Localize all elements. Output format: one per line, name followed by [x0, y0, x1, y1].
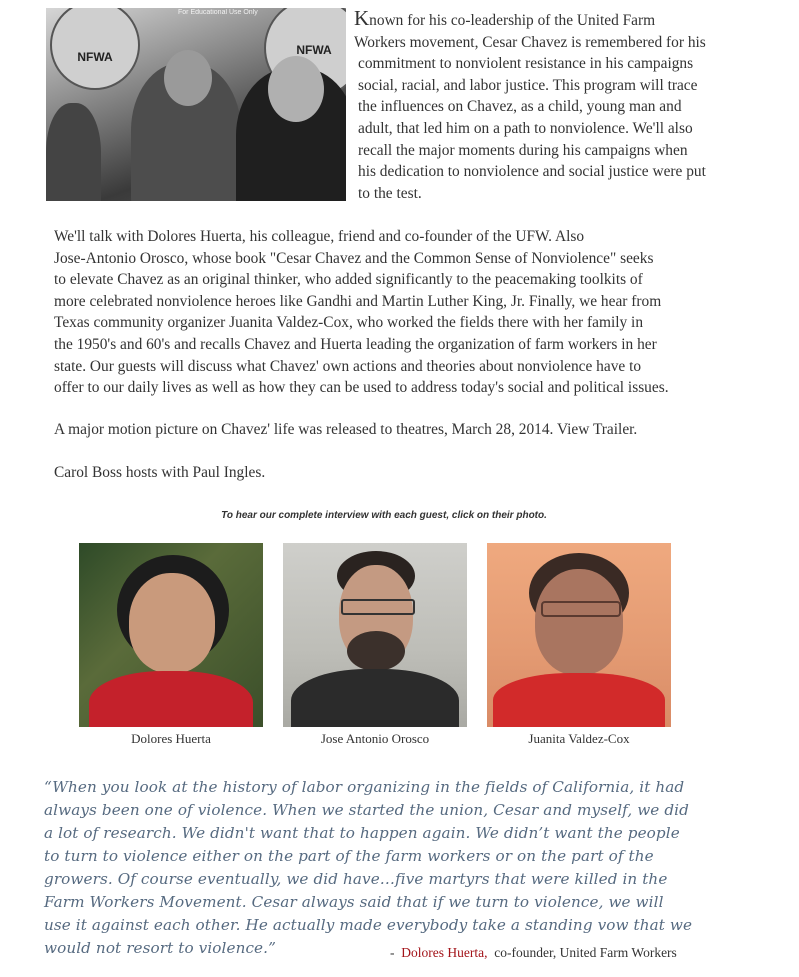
- sign-text: NFWA: [296, 43, 332, 57]
- quote-line: always been one of violence. When we started the union, Cesar and myself, we did: [44, 801, 689, 819]
- guest-name: Jose Antonio Orosco: [320, 731, 430, 746]
- intro-line: the influences on Chavez, as a child, young man and: [358, 98, 682, 116]
- paragraph-line: Jose-Antonio Orosco, whose book "Cesar Chavez and the Common Sense of Nonviolence" seeks: [54, 249, 654, 267]
- paragraph-line: to elevate Chavez as an original thinker, who added significantly to the peacemaking toolkits of: [54, 271, 643, 289]
- guest-name: Juanita Valdez-Cox: [528, 731, 630, 746]
- intro-line: adult, that led him on a path to nonviolence. We'll also: [358, 119, 693, 137]
- protest-sign-left: [50, 8, 140, 90]
- quote-line: Farm Workers Movement. Cesar always said that if we turn to violence, we will: [44, 893, 664, 911]
- intro-line: social, racial, and labor justice. This program will trace: [358, 76, 698, 94]
- intro-line: Workers movement, Cesar Chavez is remembered for his: [354, 33, 706, 51]
- quote-line: a lot of research. We didn't want that to happen again. We didn’t want the people: [44, 824, 680, 842]
- photo-face: [164, 50, 212, 106]
- click-instruction: To hear our complete interview with each guest, click on their photo.: [221, 510, 547, 521]
- intro-line: recall the major moments during his campaigns when: [358, 141, 688, 159]
- paragraph-line: offer to our daily lives as well as how they can be used to address today's social and political issues.: [54, 379, 669, 397]
- quote-line: use it against each other. He actually made everybody take a standing vow that we: [44, 916, 693, 934]
- guests-paragraph: [54, 226, 774, 399]
- paragraph-line: state. Our guests will discuss what Chavez' own actions and theories about nonviolence have to: [54, 357, 642, 375]
- paragraph-line: the 1950's and 60's and recalls Chavez and Huerta leading the organization of farm workers in her: [54, 335, 657, 353]
- quote-attribution: [390, 945, 677, 961]
- guest-photo-jose-antonio-orosco[interactable]: [283, 543, 467, 727]
- paragraph-line: We'll talk with Dolores Huerta, his colleague, friend and co-founder of the UFW. Also: [54, 228, 585, 245]
- attribution-name: Dolores Huerta,: [401, 945, 488, 960]
- intro-line: Known for his co-leadership of the United Farm: [354, 6, 656, 30]
- huerta-quote: [44, 776, 744, 960]
- paragraph-line: more celebrated nonviolence heroes like Gandhi and Martin Luther King, Jr. Finally, we hear from: [54, 292, 662, 310]
- intro-paragraph: [354, 8, 766, 204]
- sign-text: NFWA: [77, 50, 113, 64]
- drop-cap: K: [354, 6, 370, 30]
- paragraph-line: Texas community organizer Juanita Valdez-Cox, who worked the fields there with her family in: [54, 314, 644, 332]
- attribution-role: co-founder, United Farm Workers: [494, 945, 677, 960]
- attribution-dash: -: [390, 945, 395, 960]
- guest-photo-dolores-huerta[interactable]: [79, 543, 263, 727]
- guest-photo-juanita-valdez-cox[interactable]: [487, 543, 671, 727]
- quote-line: “When you look at the history of labor organizing in the fields of California, it had: [44, 778, 685, 796]
- intro-line: commitment to nonviolent resistance in his campaigns: [358, 55, 694, 73]
- intro-line: to the test.: [358, 184, 422, 202]
- quote-line: growers. Of course eventually, we did have…five martyrs that were killed in the: [44, 870, 668, 888]
- host-paragraph: Carol Boss hosts with Paul Ingles.: [54, 464, 266, 481]
- guest-juanita-valdez-cox[interactable]: [487, 543, 671, 747]
- guest-name: Dolores Huerta: [131, 731, 211, 746]
- quote-line: to turn to violence either on the part of the farm workers or on the part of the: [44, 847, 654, 865]
- quote-line: would not resort to violence.”: [44, 939, 276, 957]
- photo-person: [46, 103, 101, 201]
- photo-watermark: For Educational Use Only: [178, 9, 258, 16]
- photo-face: [268, 56, 324, 122]
- guest-dolores-huerta[interactable]: [79, 543, 263, 747]
- movie-paragraph: A major motion picture on Chavez' life was released to theatres, March 28, 2014. View Trailer.: [54, 421, 638, 438]
- intro-line: his dedication to nonviolence and social justice were put: [358, 163, 706, 181]
- hero-photo: [46, 8, 346, 201]
- guest-jose-antonio-orosco[interactable]: [283, 543, 467, 747]
